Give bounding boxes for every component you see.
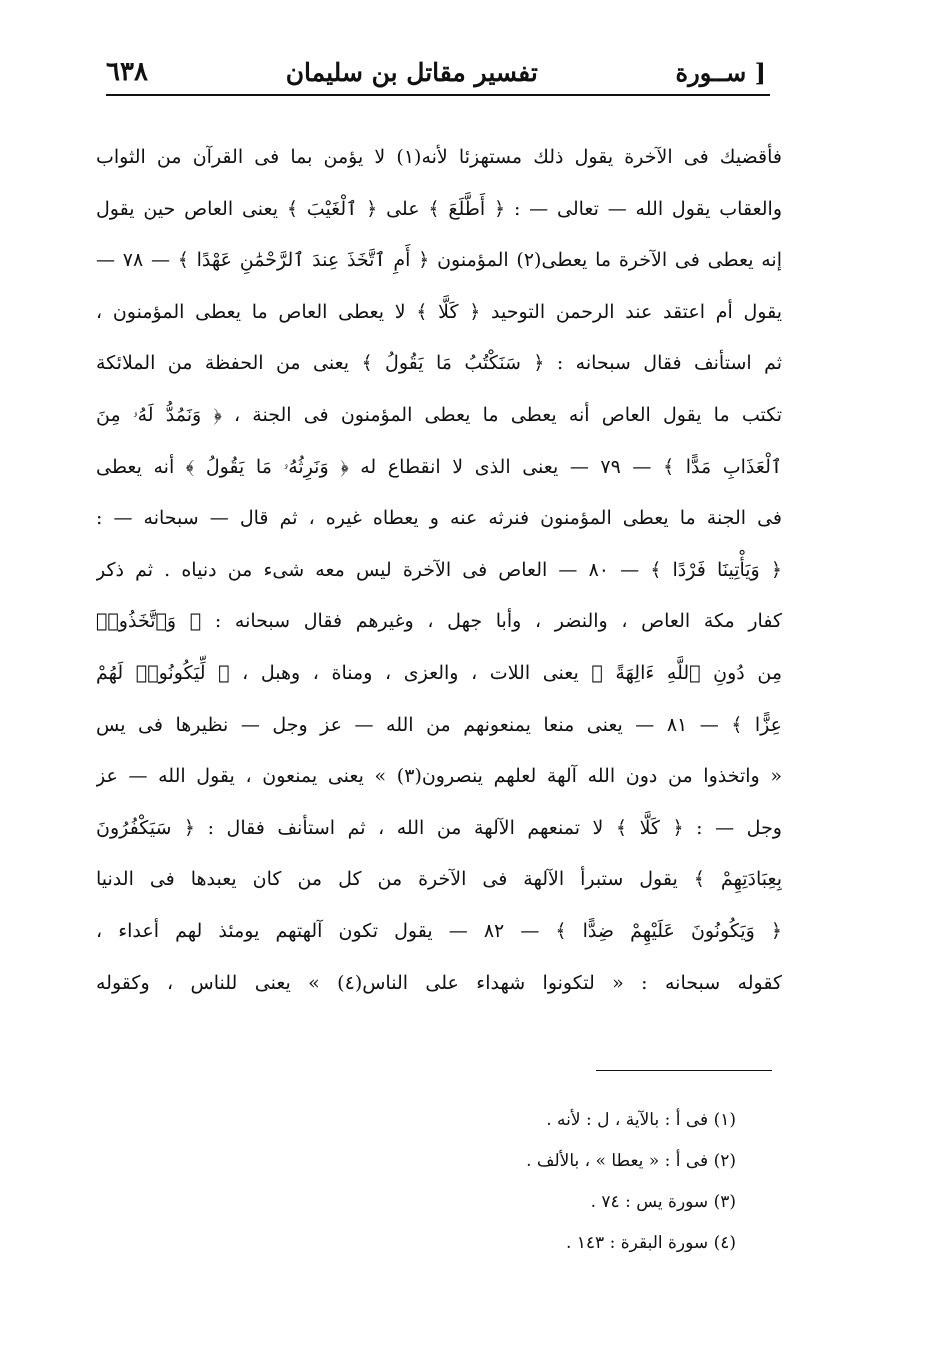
- text-line: كفار مكة العاص ، والنضر ، وأبا جهل ، وغيرهم فقال سبحانه : ﴿ وَٱتَّخَذُوا۟: [96, 610, 782, 633]
- text-line: يقول أم اعتقد عند الرحمن التوحيد ﴿ كَلَّا ﴾ لا يعطى العاص ما يعطى المؤمنون ،: [96, 300, 782, 323]
- text-line: ثم استأنف فقال سبحانه : ﴿ سَنَكْتُبُ مَا يَقُولُ ﴾ يعنى من الحفظة من الملائكة: [96, 352, 782, 375]
- page-header: [106, 52, 766, 92]
- text-line: وجل — : ﴿ كَلَّا ﴾ لا تمنعهم الآلهة من الله ، ثم استأنف فقال : ﴿ سَيَكْفُرُونَ: [96, 816, 782, 839]
- footnote: (٤) سورة البقرة : ١٤٣ .: [565, 1233, 736, 1253]
- footnote-rule: [596, 1070, 772, 1071]
- text-line: عِزًّا ﴾ — ٨١ — يعنى منعا يمنعونهم من الله — عز وجل — نظيرها فى يس: [96, 713, 782, 736]
- text-line: « واتخذوا من دون الله آلهة لعلهم ينصرون(٣) » يعنى يمنعون ، يقول الله — عز: [96, 765, 782, 788]
- header-rule: [106, 94, 770, 96]
- text-line: إنه يعطى فى الآخرة ما يعطى(٢) المؤمنون ﴿ أَمِ ٱتَّخَذَ عِندَ ٱلرَّحْمَٰنِ عَهْدًا ﴾ — ٧٨ —: [96, 249, 782, 272]
- text-line: ﴿ وَيَكُونُونَ عَلَيْهِمْ ضِدًّا ﴾ — ٨٢ — يقول تكون آلهتهم يومئذ لهم أعداء ،: [96, 919, 782, 942]
- text-line: تكتب ما يقول العاص أنه يعطى ما يعطى المؤمنون فى الجنة ، ﴿ وَنَمُدُّ لَهُۥ مِنَ: [96, 403, 782, 426]
- text-line: ٱلْعَذَابِ مَدًّا ﴾ — ٧٩ — يعنى الذى لا انقطاع له ﴿ وَنَرِثُهُۥ مَا يَقُولُ ﴾ أنه يعطى: [96, 455, 782, 478]
- body-text: [96, 132, 782, 1009]
- text-line: فى الجنة ما يعطى المؤمنون فنرثه عنه و يعطاه غيره ، ثم قال — سبحانه — :: [96, 507, 782, 530]
- footnotes: [300, 1100, 736, 1264]
- running-title: تفسير مقاتل بن سليمان: [285, 57, 538, 87]
- footnote: (٢) فى أ : « يعطا » ، بالألف .: [526, 1151, 736, 1171]
- sura-label: [ ســورة: [675, 57, 766, 87]
- text-line: فأقضيك فى الآخرة يقول ذلك مستهزئا لأنه(١) لا يؤمن بما فى القرآن من الثواب: [96, 146, 782, 168]
- text-line: ﴿ وَيَأْتِينَا فَرْدًا ﴾ — ٨٠ — العاص فى الآخرة ليس معه شىء من دنياه . ثم ذكر: [96, 558, 782, 581]
- page-number: ٦٣٨: [106, 57, 148, 87]
- footnote: (١) فى أ : بالآية ، ل : لأنه .: [546, 1110, 736, 1130]
- text-line: بِعِبَادَتِهِمْ ﴾ يقول ستبرأ الآلهة فى الآخرة من كل من كان يعبدها فى الدنيا: [96, 868, 782, 891]
- footnote: (٣) سورة يس : ٧٤ .: [590, 1192, 736, 1212]
- text-line: والعقاب يقول الله — تعالى — : ﴿ أَطَّلَعَ ﴾ على ﴿ ٱلْغَيْبَ ﴾ يعنى العاص حين يقول: [96, 197, 782, 220]
- text-line: كقوله سبحانه : « لتكونوا شهداء على الناس(٤) » يعنى للناس ، وكقوله: [96, 971, 782, 994]
- text-line: مِن دُونِ ٱللَّهِ ءَالِهَةً ﴾ يعنى اللات ، والعزى ، ومناة ، وهبل ، ﴿ لِّيَكُونُوا۟ لَهُمْ: [96, 661, 782, 684]
